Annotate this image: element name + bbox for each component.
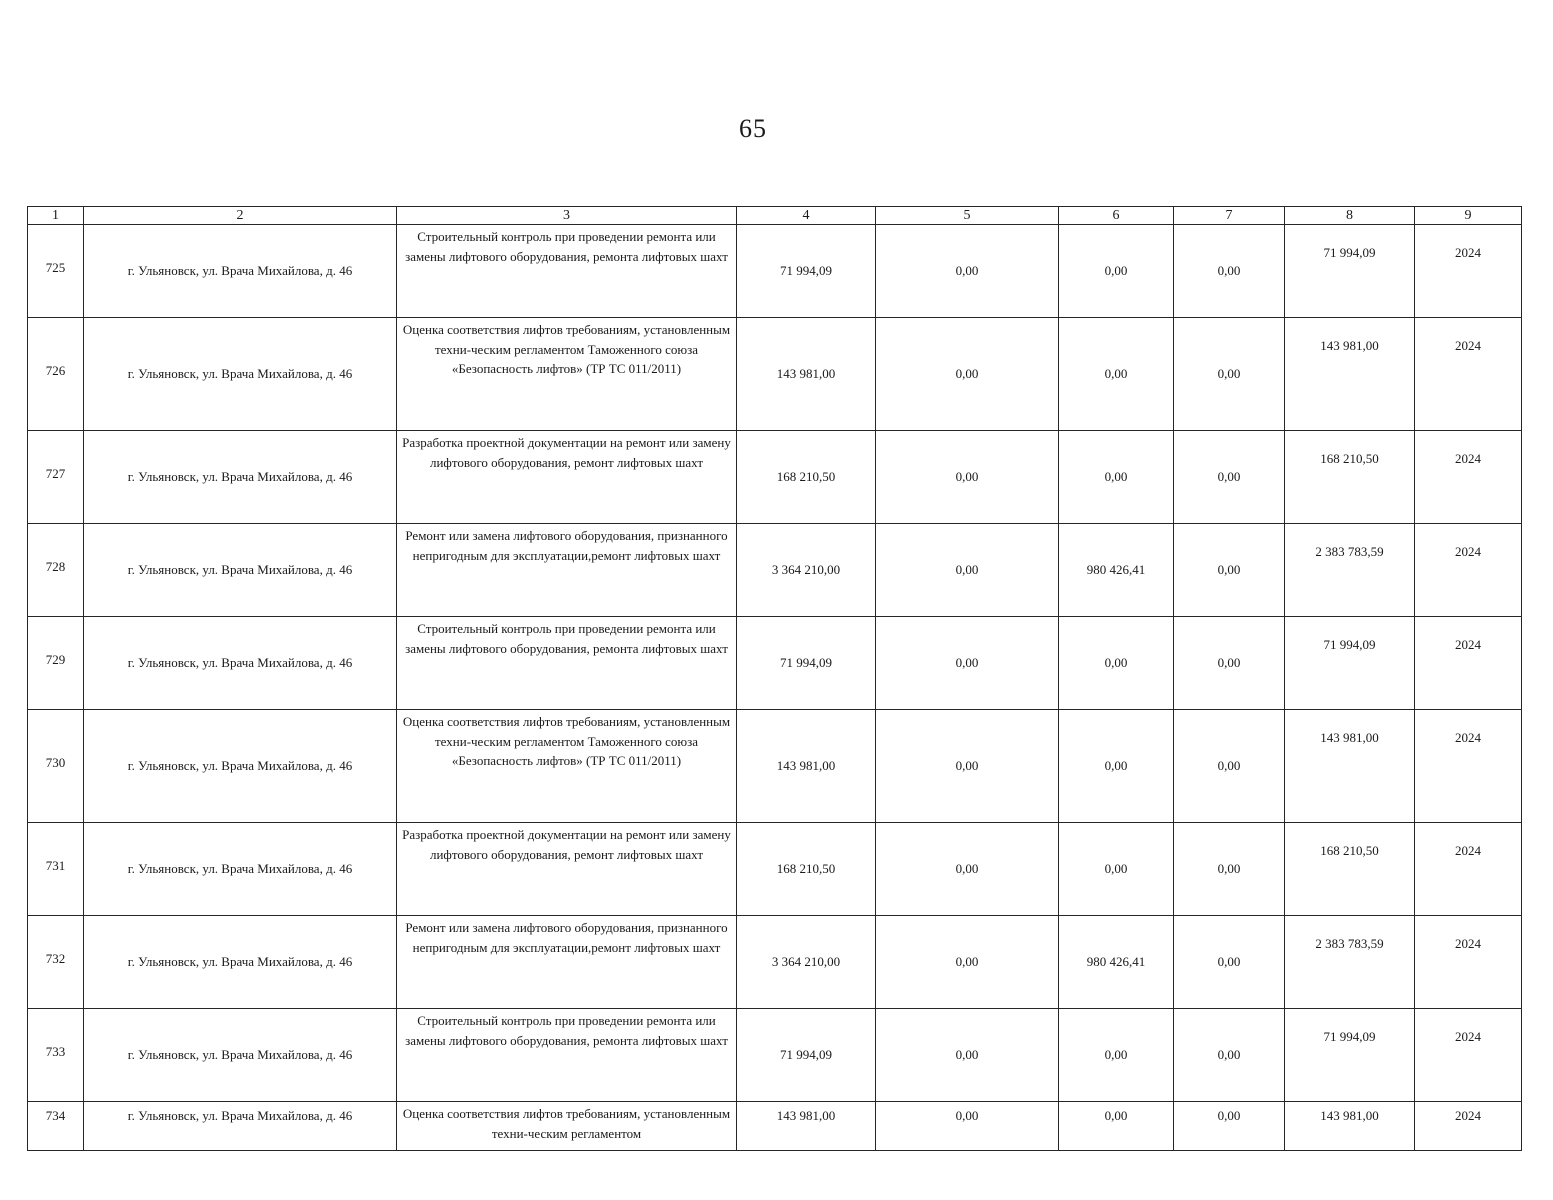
- amount-cell: 71 994,09: [1285, 617, 1415, 710]
- year-cell: 2024: [1415, 916, 1522, 1009]
- amount-cell: 0,00: [876, 1102, 1059, 1151]
- column-header: 2: [84, 207, 397, 225]
- table-row: [28, 431, 1522, 524]
- amount-cell: 0,00: [1059, 710, 1174, 823]
- work-type-cell: Строительный контроль при проведении ремонта или замены лифтового оборудования, ремонта лифтовых шахт: [397, 617, 737, 710]
- total-cost-cell: 71 994,09: [737, 617, 876, 710]
- amount-cell: 143 981,00: [1285, 1102, 1415, 1151]
- table-row: [28, 617, 1522, 710]
- address-cell: г. Ульяновск, ул. Врача Михайлова, д. 46: [84, 225, 397, 318]
- table-row: [28, 823, 1522, 916]
- amount-cell: 143 981,00: [1285, 318, 1415, 431]
- row-number: 725: [28, 225, 84, 318]
- amount-cell: 0,00: [876, 916, 1059, 1009]
- amount-cell: 0,00: [876, 1009, 1059, 1102]
- total-cost-cell: 3 364 210,00: [737, 916, 876, 1009]
- amount-cell: 168 210,50: [1285, 823, 1415, 916]
- work-type-cell: Разработка проектной документации на ремонт или замену лифтового оборудования, ремонт лифтовых шахт: [397, 431, 737, 524]
- amount-cell: 0,00: [876, 617, 1059, 710]
- amount-cell: 0,00: [1174, 916, 1285, 1009]
- table-row: [28, 916, 1522, 1009]
- work-type-cell: Ремонт или замена лифтового оборудования, признанного непригодным для эксплуатации,ремонт лифтовых шахт: [397, 916, 737, 1009]
- year-cell: 2024: [1415, 617, 1522, 710]
- year-cell: 2024: [1415, 225, 1522, 318]
- year-cell: 2024: [1415, 823, 1522, 916]
- table-row: [28, 318, 1522, 431]
- amount-cell: 0,00: [1174, 617, 1285, 710]
- amount-cell: 0,00: [1174, 1102, 1285, 1151]
- address-cell: г. Ульяновск, ул. Врача Михайлова, д. 46: [84, 524, 397, 617]
- amount-cell: 71 994,09: [1285, 225, 1415, 318]
- row-number: 731: [28, 823, 84, 916]
- amount-cell: 0,00: [1174, 225, 1285, 318]
- amount-cell: 0,00: [1059, 225, 1174, 318]
- column-header: 3: [397, 207, 737, 225]
- address-cell: г. Ульяновск, ул. Врача Михайлова, д. 46: [84, 1009, 397, 1102]
- total-cost-cell: 168 210,50: [737, 431, 876, 524]
- work-type-cell: Разработка проектной документации на ремонт или замену лифтового оборудования, ремонт лифтовых шахт: [397, 823, 737, 916]
- column-header: 9: [1415, 207, 1522, 225]
- year-cell: 2024: [1415, 524, 1522, 617]
- amount-cell: 0,00: [1174, 1009, 1285, 1102]
- amount-cell: 0,00: [876, 431, 1059, 524]
- amount-cell: 0,00: [1059, 823, 1174, 916]
- address-cell: г. Ульяновск, ул. Врача Михайлова, д. 46: [84, 916, 397, 1009]
- year-cell: 2024: [1415, 710, 1522, 823]
- amount-cell: 168 210,50: [1285, 431, 1415, 524]
- work-type-cell: Строительный контроль при проведении ремонта или замены лифтового оборудования, ремонта лифтовых шахт: [397, 1009, 737, 1102]
- row-number: 732: [28, 916, 84, 1009]
- total-cost-cell: 71 994,09: [737, 1009, 876, 1102]
- table-row: [28, 225, 1522, 318]
- column-header: 1: [28, 207, 84, 225]
- capital-repair-table: [27, 206, 1522, 1151]
- work-type-cell: Оценка соответствия лифтов требованиям, установленным техни-ческим регламентом Таможенного союза «Безопасность лифтов» (ТР ТС 011/2011): [397, 710, 737, 823]
- column-header: 8: [1285, 207, 1415, 225]
- total-cost-cell: 3 364 210,00: [737, 524, 876, 617]
- amount-cell: 0,00: [1174, 524, 1285, 617]
- total-cost-cell: 143 981,00: [737, 1102, 876, 1151]
- row-number: 730: [28, 710, 84, 823]
- table-row: [28, 524, 1522, 617]
- column-header: 6: [1059, 207, 1174, 225]
- address-cell: г. Ульяновск, ул. Врача Михайлова, д. 46: [84, 1102, 397, 1151]
- address-cell: г. Ульяновск, ул. Врача Михайлова, д. 46: [84, 431, 397, 524]
- amount-cell: 0,00: [1059, 318, 1174, 431]
- row-number: 727: [28, 431, 84, 524]
- amount-cell: 0,00: [1059, 617, 1174, 710]
- amount-cell: 0,00: [1059, 431, 1174, 524]
- column-header: 5: [876, 207, 1059, 225]
- total-cost-cell: 71 994,09: [737, 225, 876, 318]
- amount-cell: 2 383 783,59: [1285, 524, 1415, 617]
- address-cell: г. Ульяновск, ул. Врача Михайлова, д. 46: [84, 823, 397, 916]
- amount-cell: 0,00: [1059, 1102, 1174, 1151]
- amount-cell: 0,00: [1174, 431, 1285, 524]
- amount-cell: 0,00: [876, 823, 1059, 916]
- total-cost-cell: 143 981,00: [737, 318, 876, 431]
- amount-cell: 71 994,09: [1285, 1009, 1415, 1102]
- year-cell: 2024: [1415, 431, 1522, 524]
- column-header: 7: [1174, 207, 1285, 225]
- address-cell: г. Ульяновск, ул. Врача Михайлова, д. 46: [84, 617, 397, 710]
- amount-cell: 0,00: [1174, 318, 1285, 431]
- row-number: 726: [28, 318, 84, 431]
- amount-cell: 0,00: [1174, 710, 1285, 823]
- amount-cell: 980 426,41: [1059, 916, 1174, 1009]
- header-row: [28, 207, 1522, 225]
- year-cell: 2024: [1415, 1009, 1522, 1102]
- amount-cell: 0,00: [1174, 823, 1285, 916]
- address-cell: г. Ульяновск, ул. Врача Михайлова, д. 46: [84, 318, 397, 431]
- total-cost-cell: 168 210,50: [737, 823, 876, 916]
- row-number: 734: [28, 1102, 84, 1151]
- amount-cell: 980 426,41: [1059, 524, 1174, 617]
- row-number: 729: [28, 617, 84, 710]
- page-number: 65: [739, 114, 767, 143]
- amount-cell: 0,00: [876, 710, 1059, 823]
- amount-cell: 0,00: [1059, 1009, 1174, 1102]
- amount-cell: 0,00: [876, 225, 1059, 318]
- amount-cell: 0,00: [876, 524, 1059, 617]
- table-row: [28, 1102, 1522, 1151]
- column-header: 4: [737, 207, 876, 225]
- work-type-cell: Ремонт или замена лифтового оборудования, признанного непригодным для эксплуатации,ремонт лифтовых шахт: [397, 524, 737, 617]
- year-cell: 2024: [1415, 1102, 1522, 1151]
- amount-cell: 143 981,00: [1285, 710, 1415, 823]
- row-number: 728: [28, 524, 84, 617]
- year-cell: 2024: [1415, 318, 1522, 431]
- work-type-cell: Оценка соответствия лифтов требованиям, установленным техни-ческим регламентом Таможенного союза «Безопасность лифтов» (ТР ТС 011/2011): [397, 318, 737, 431]
- amount-cell: 0,00: [876, 318, 1059, 431]
- table-row: [28, 710, 1522, 823]
- work-type-cell: Строительный контроль при проведении ремонта или замены лифтового оборудования, ремонта лифтовых шахт: [397, 225, 737, 318]
- total-cost-cell: 143 981,00: [737, 710, 876, 823]
- row-number: 733: [28, 1009, 84, 1102]
- amount-cell: 2 383 783,59: [1285, 916, 1415, 1009]
- work-type-cell: Оценка соответствия лифтов требованиям, установленным техни-ческим регламентом: [397, 1102, 737, 1151]
- address-cell: г. Ульяновск, ул. Врача Михайлова, д. 46: [84, 710, 397, 823]
- table-row: [28, 1009, 1522, 1102]
